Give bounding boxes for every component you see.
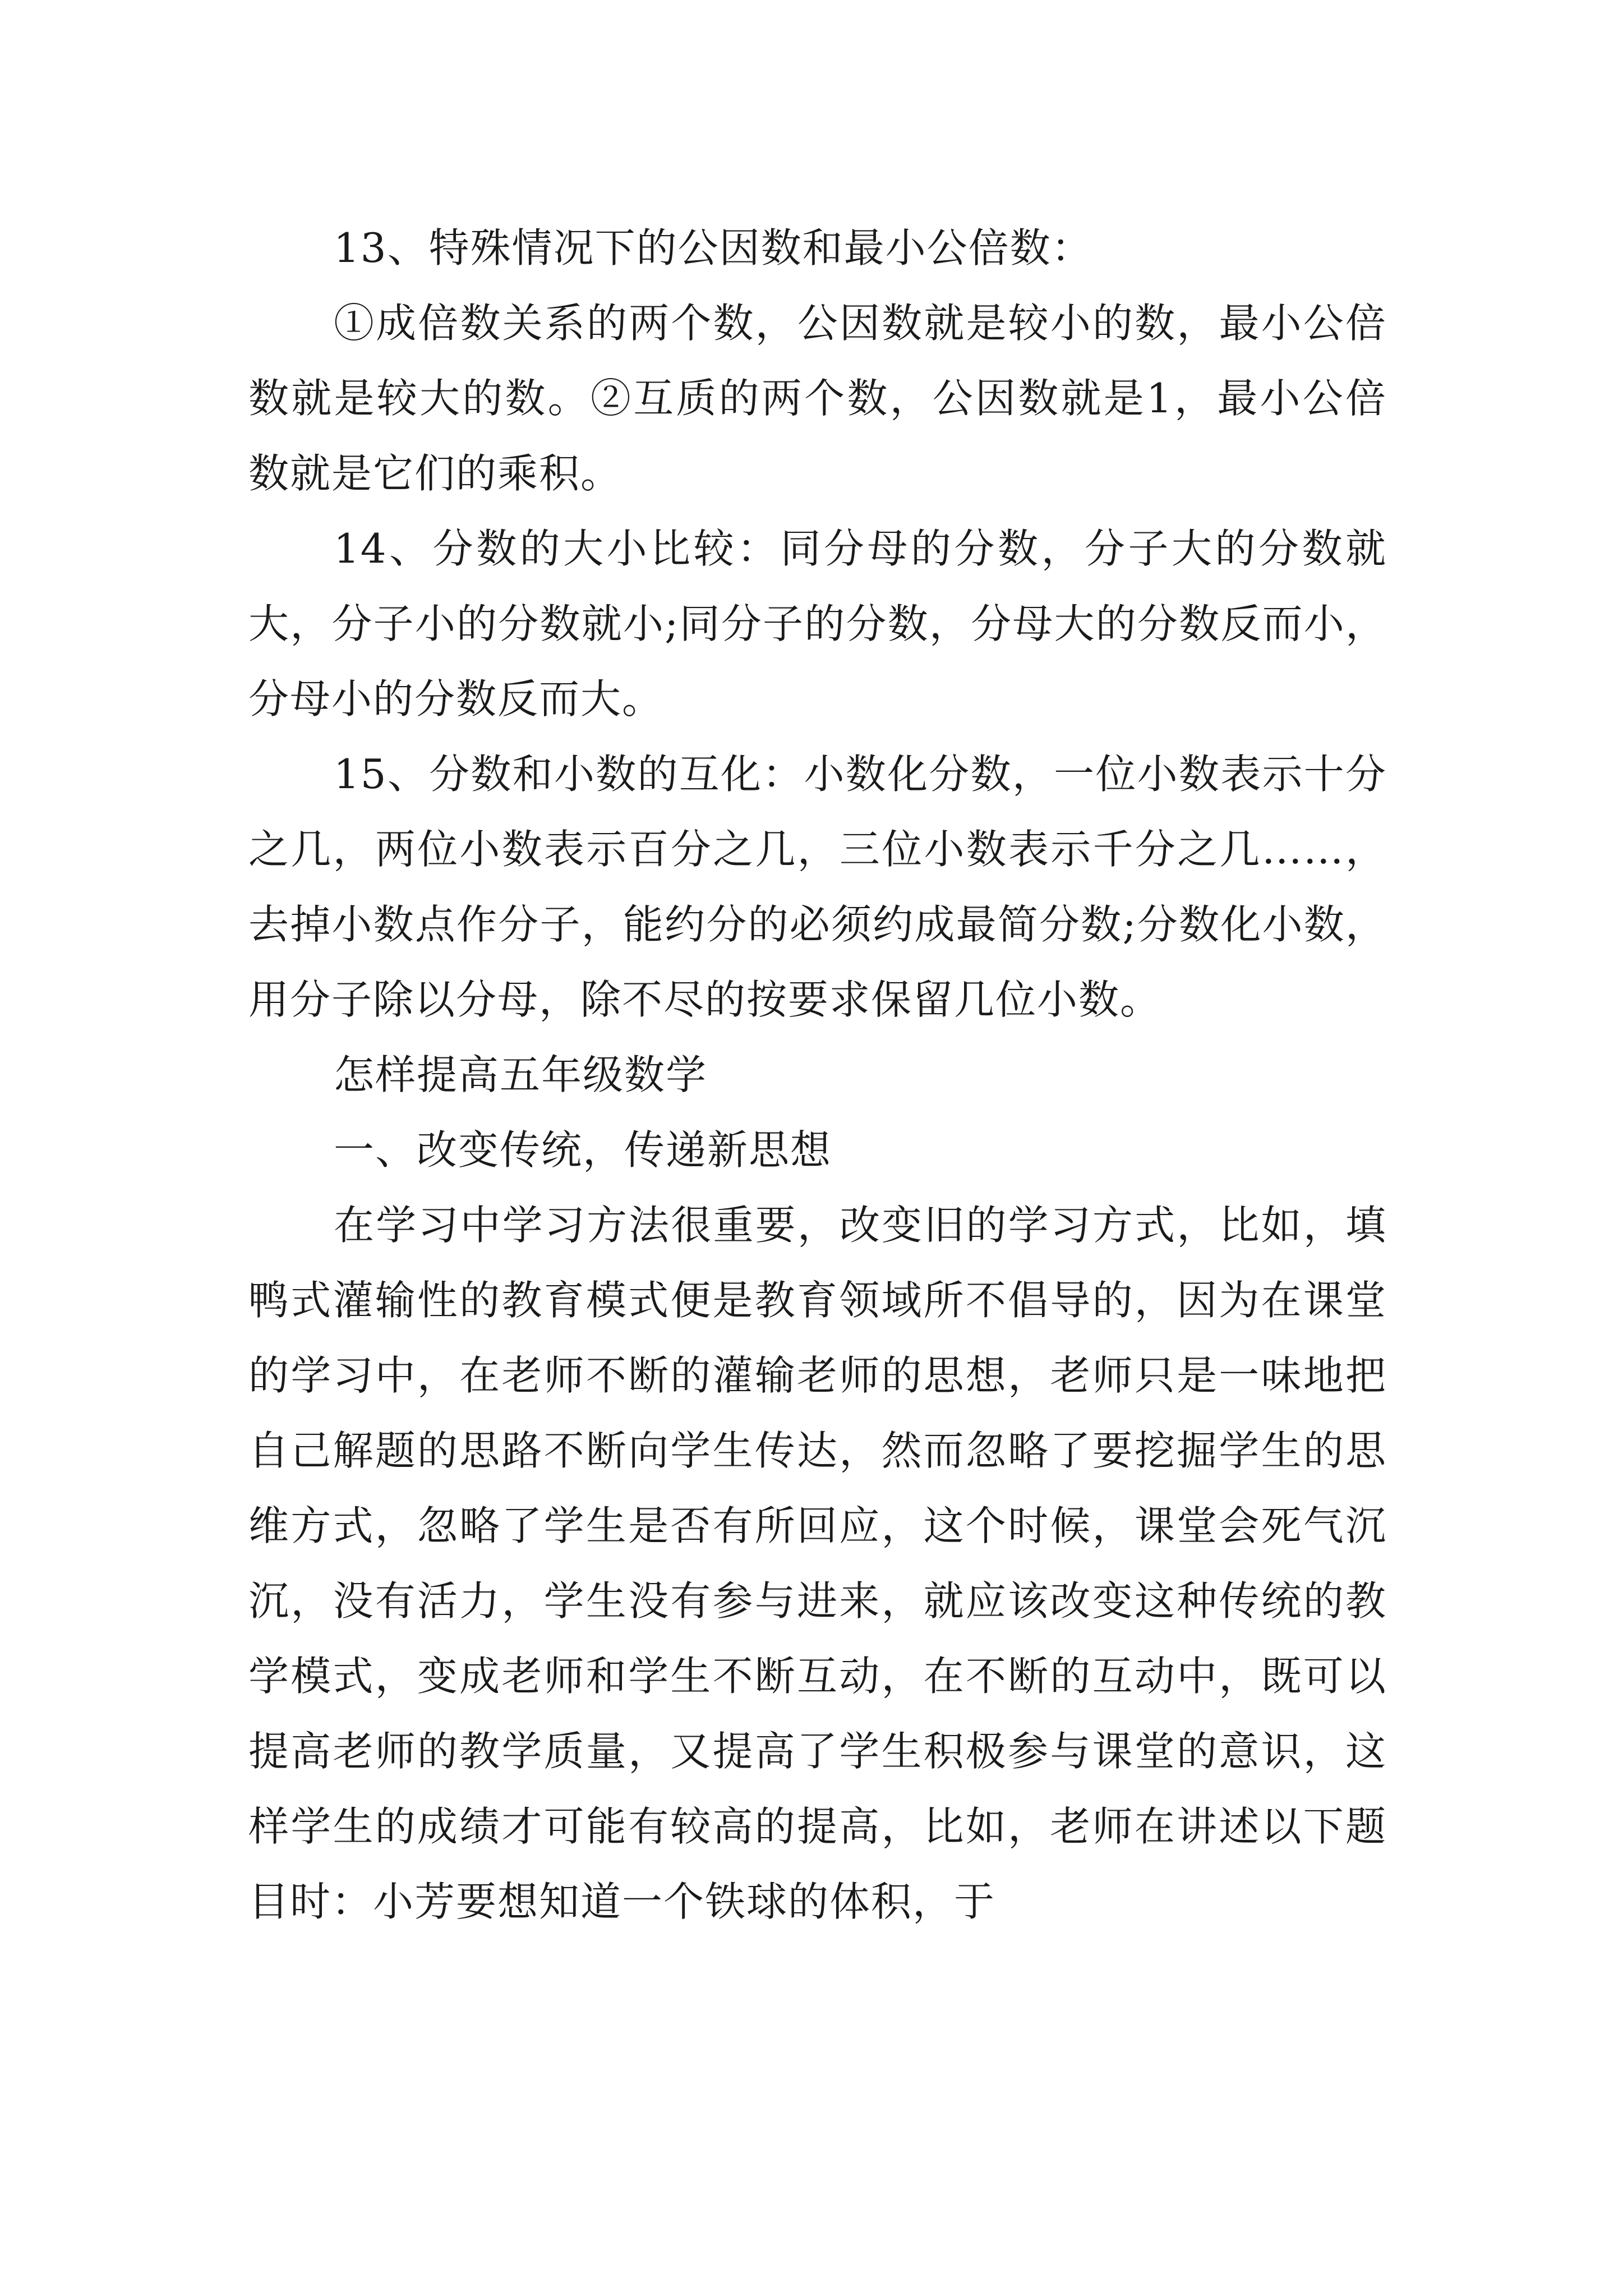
paragraph-item-14: 14、分数的大小比较：同分母的分数，分子大的分数就大，分子小的分数就小;同分子的分数，分母大的分数反而小，分母小的分数反而大。	[248, 525, 1387, 723]
paragraph-common-factors: ①成倍数关系的两个数，公因数就是较小的数，最小公倍数就是较大的数。②互质的两个数，公因数就是1，最小公倍数就是它们的乘积。	[248, 300, 1387, 497]
paragraph-item-13: 13、特殊情况下的公因数和最小公倍数：	[334, 224, 1093, 272]
paragraph-body: 在学习中学习方法很重要，改变旧的学习方式，比如，填鸭式灌输性的教育模式便是教育领域所不倡导的，因为在课堂的学习中，在老师不断的灌输老师的思想，老师只是一味地把自己解题的思路不断向学生传达，然而忽略了要挖掘学生的思维方式，忽略了学生是否有所回应，这个时候，课堂会死气沉沉，没有活力，学生没有参与进来，就应该改变这种传统的教学模式，变成老师和学生不断互动，在不断的互动中，既可以提高老师的教学质量，又提高了学生积极参与课堂的意识，这样学生的成绩才可能有较高的提高，比如，老师在讲述以下题目时：小芳要想知道一个铁球的体积，于	[248, 1202, 1387, 1925]
document-body	[248, 210, 1387, 1939]
section-subtitle: 一、改变传统，传递新思想	[334, 1126, 832, 1174]
paragraph-item-15: 15、分数和小数的互化：小数化分数，一位小数表示十分之几，两位小数表示百分之几，三位小数表示千分之几……，去掉小数点作分子，能约分的必须约成最简分数;分数化小数，用分子除以分母，除不尽的按要求保留几位小数。	[248, 751, 1387, 1023]
section-title: 怎样提高五年级数学	[334, 1051, 708, 1098]
